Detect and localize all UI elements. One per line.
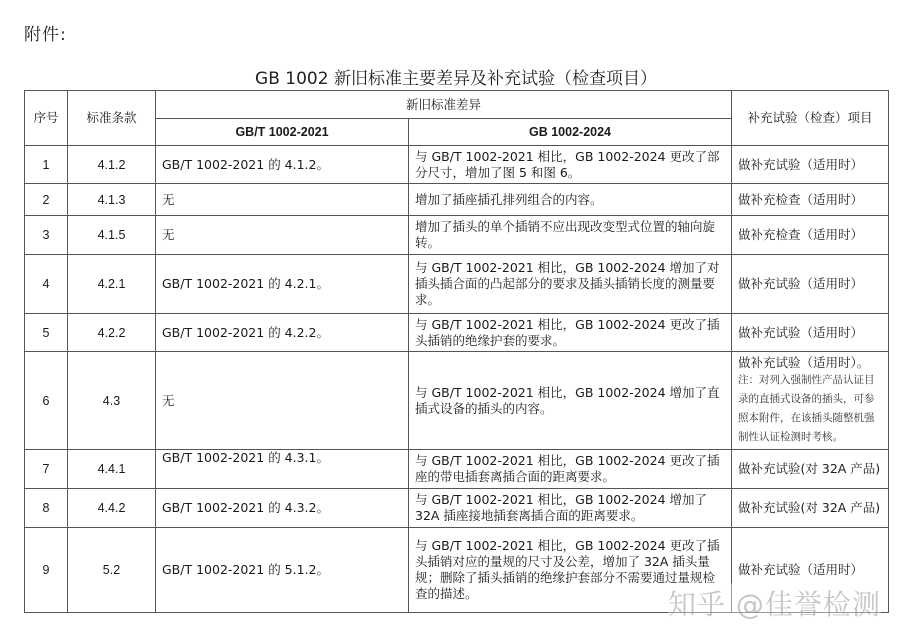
cell-supplement-text: 做补充试验（适用时） xyxy=(738,562,864,577)
cell-seq xyxy=(25,216,68,255)
cell-seq-text: 3 xyxy=(42,228,50,242)
cell-supplement-note: 注：对列入强制性产品认证目录的直插式设备的插头，可参照本附件，在该插头随整机强制性认证检测时考核。 xyxy=(738,373,875,443)
cell-supplement-text: 做补充检查（适用时） xyxy=(738,191,864,207)
cell-supplement xyxy=(732,146,889,184)
cell-old-standard xyxy=(156,146,409,184)
cell-old-standard-text: GB/T 1002-2021 的 4.2.1。 xyxy=(162,276,329,291)
cell-new-standard xyxy=(409,146,732,184)
cell-clause-text: 4.1.3 xyxy=(97,192,126,207)
cell-seq-text: 4 xyxy=(42,277,50,291)
cell-supplement xyxy=(732,352,889,450)
header-new-standard: GB 1002-2024 xyxy=(409,119,732,146)
cell-old-standard-text: 无 xyxy=(162,191,175,207)
cell-seq xyxy=(25,314,68,352)
cell-clause xyxy=(68,450,156,489)
cell-new-standard-text: 与 GB/T 1002-2021 相比，GB 1002-2024 更改了插头插销的绝缘护套的要求。 xyxy=(415,316,720,348)
header-diff-group: 新旧标准差异 xyxy=(156,91,732,119)
cell-old-standard xyxy=(156,489,409,528)
cell-seq xyxy=(25,450,68,489)
cell-clause xyxy=(68,184,156,216)
table-row xyxy=(25,314,889,352)
cell-old-standard xyxy=(156,528,409,613)
cell-clause xyxy=(68,352,156,450)
cell-new-standard xyxy=(409,184,732,216)
cell-seq xyxy=(25,352,68,450)
cell-seq-text: 5 xyxy=(42,325,50,340)
cell-supplement-text: 做补充试验（适用时） xyxy=(738,276,864,291)
cell-old-standard xyxy=(156,255,409,314)
cell-clause-text: 4.1.5 xyxy=(97,228,126,242)
cell-old-standard xyxy=(156,352,409,450)
cell-supplement xyxy=(732,489,889,528)
cell-seq-text: 1 xyxy=(42,157,50,172)
cell-old-standard xyxy=(156,314,409,352)
cell-new-standard-text: 增加了插座插孔排列组合的内容。 xyxy=(415,191,603,207)
cell-clause-text: 4.2.1 xyxy=(97,277,126,291)
cell-old-standard-text: GB/T 1002-2021 的 4.2.2。 xyxy=(162,324,329,340)
table-row xyxy=(25,489,889,528)
cell-seq xyxy=(25,146,68,184)
cell-clause xyxy=(68,489,156,528)
cell-seq-text: 9 xyxy=(42,563,50,577)
cell-supplement-text: 做补充试验(对 32A 产品) xyxy=(738,461,881,476)
header-seq: 序号 xyxy=(25,91,68,146)
cell-new-standard-text: 与 GB/T 1002-2021 相比，GB 1002-2024 更改了插头插销对应的量规的尺寸及公差，增加了 32A 插头量规；删除了插头插销的绝缘护套部分不需要通过量规检查的描述。 xyxy=(415,538,720,601)
table-row xyxy=(25,216,889,255)
cell-supplement xyxy=(732,255,889,314)
attachment-label: 附件: xyxy=(24,25,67,45)
cell-clause xyxy=(68,528,156,613)
differences-table xyxy=(24,90,889,613)
cell-new-standard-text: 与 GB/T 1002-2021 相比，GB 1002-2024 更改了插座的带电插套离插合面的距离要求。 xyxy=(415,453,720,484)
cell-supplement xyxy=(732,314,889,352)
cell-new-standard xyxy=(409,216,732,255)
cell-clause xyxy=(68,314,156,352)
cell-seq xyxy=(25,184,68,216)
cell-clause xyxy=(68,216,156,255)
cell-supplement-text: 做补充试验（适用时） xyxy=(738,156,864,172)
cell-seq-text: 6 xyxy=(42,393,50,408)
cell-old-standard xyxy=(156,216,409,255)
header-supplement: 补充试验（检查）项目 xyxy=(732,91,889,146)
cell-clause xyxy=(68,255,156,314)
cell-new-standard xyxy=(409,450,732,489)
watermark: 知乎 @佳誉检测 xyxy=(668,583,881,623)
cell-old-standard xyxy=(156,450,409,489)
cell-clause-text: 4.1.2 xyxy=(97,157,126,172)
cell-old-standard-text: GB/T 1002-2021 的 4.1.2。 xyxy=(162,156,329,172)
cell-old-standard-text: 无 xyxy=(162,392,175,408)
cell-new-standard-text: 增加了插头的单个插销不应出现改变型式位置的轴向旋转。 xyxy=(415,219,716,250)
table-row xyxy=(25,255,889,314)
cell-clause xyxy=(68,146,156,184)
cell-new-standard xyxy=(409,352,732,450)
cell-supplement xyxy=(732,450,889,489)
cell-old-standard-text: 无 xyxy=(162,227,175,242)
cell-new-standard-text: 与 GB/T 1002-2021 相比，GB 1002-2024 增加了直插式设备的插头的内容。 xyxy=(415,384,720,416)
cell-new-standard-text: 与 GB/T 1002-2021 相比，GB 1002-2024 增加了 32A 插座接地插套离插合面的距离要求。 xyxy=(415,492,708,523)
cell-supplement-text: 做补充试验（适用时）。 xyxy=(738,354,870,370)
cell-seq-text: 7 xyxy=(42,462,50,476)
header-clause: 标准条款 xyxy=(68,91,156,146)
cell-old-standard xyxy=(156,184,409,216)
document-title: GB 1002 新旧标准主要差异及补充试验（检查项目） xyxy=(255,69,657,89)
cell-seq-text: 8 xyxy=(42,501,50,515)
cell-supplement-text: 做补充试验（适用时） xyxy=(738,324,864,340)
cell-old-standard-text: GB/T 1002-2021 的 4.3.2。 xyxy=(162,500,329,515)
cell-clause-text: 4.4.1 xyxy=(97,462,126,476)
cell-clause-text: 4.3 xyxy=(102,393,121,408)
cell-seq-text: 2 xyxy=(42,192,50,207)
table-row xyxy=(25,352,889,450)
cell-supplement-text: 做补充试验(对 32A 产品) xyxy=(738,500,881,515)
cell-clause-text: 5.2 xyxy=(102,563,121,577)
cell-supplement-text: 做补充检查（适用时） xyxy=(738,227,864,242)
cell-old-standard-text: GB/T 1002-2021 的 4.3.1。 xyxy=(162,450,329,465)
cell-old-standard-text: GB/T 1002-2021 的 5.1.2。 xyxy=(162,562,329,577)
cell-new-standard xyxy=(409,314,732,352)
cell-seq xyxy=(25,255,68,314)
cell-clause-text: 4.4.2 xyxy=(97,501,126,515)
table-row xyxy=(25,146,889,184)
cell-supplement xyxy=(732,216,889,255)
cell-seq xyxy=(25,489,68,528)
cell-seq xyxy=(25,528,68,613)
cell-new-standard-text: 与 GB/T 1002-2021 相比，GB 1002-2024 更改了部分尺寸，增加了图 5 和图 6。 xyxy=(415,148,720,180)
table-row xyxy=(25,450,889,489)
cell-new-standard xyxy=(409,255,732,314)
header-old-standard: GB/T 1002-2021 xyxy=(156,119,409,146)
cell-clause-text: 4.2.2 xyxy=(97,325,126,340)
cell-new-standard xyxy=(409,489,732,528)
table-row xyxy=(25,184,889,216)
cell-supplement xyxy=(732,184,889,216)
cell-new-standard-text: 与 GB/T 1002-2021 相比，GB 1002-2024 增加了对插头插合面的凸起部分的要求及插头插销长度的测量要求。 xyxy=(415,260,720,307)
